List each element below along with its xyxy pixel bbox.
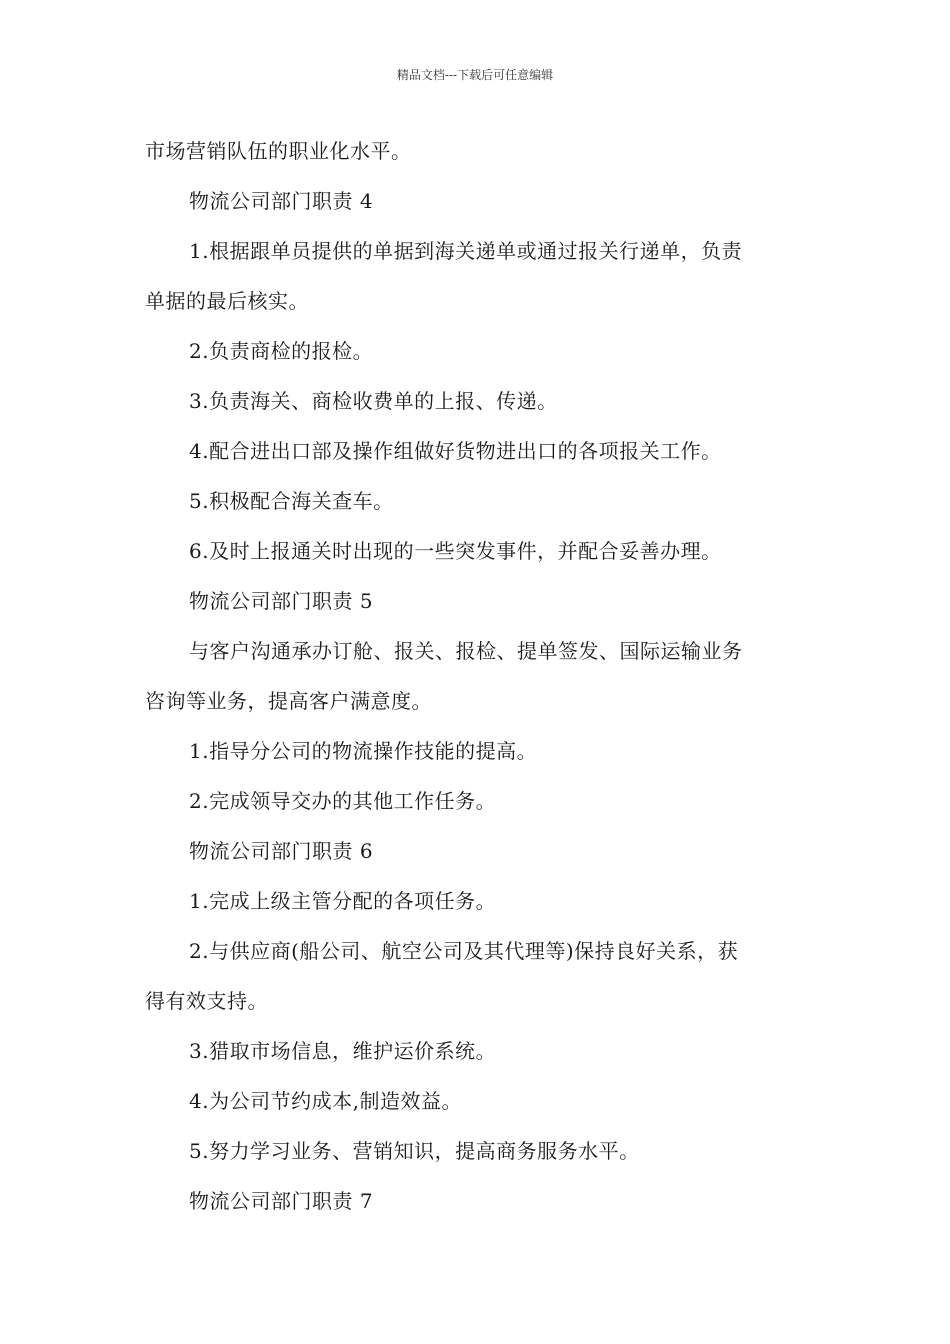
- paragraph-line: 与客户沟通承办订舱、报关、报检、提单签发、国际运输业务: [189, 639, 743, 663]
- paragraph-line: 3.负责海关、商检收费单的上报、传递。: [189, 389, 558, 413]
- section-heading: 物流公司部门职责 7: [189, 1189, 374, 1213]
- paragraph-line: 4.配合进出口部及操作组做好货物进出口的各项报关工作。: [189, 439, 722, 463]
- paragraph-line: 2.与供应商(船公司、航空公司及其代理等)保持良好关系，获: [189, 939, 739, 963]
- document-body: [145, 126, 810, 1226]
- paragraph-line: 1.完成上级主管分配的各项任务。: [189, 889, 497, 913]
- section-heading: 物流公司部门职责 4: [189, 189, 374, 213]
- paragraph-line: 4.为公司节约成本,制造效益。: [189, 1089, 462, 1113]
- paragraph-line: 2.完成领导交办的其他工作任务。: [189, 789, 497, 813]
- page-header: 精品文档---下载后可任意编辑: [396, 68, 554, 82]
- paragraph-line: 咨询等业务，提高客户满意度。: [145, 689, 432, 713]
- paragraph-line: 6.及时上报通关时出现的一些突发事件，并配合妥善办理。: [189, 539, 722, 563]
- paragraph-line: 1.根据跟单员提供的单据到海关递单或通过报关行递单，负责: [189, 239, 743, 263]
- section-heading: 物流公司部门职责 6: [189, 839, 374, 863]
- paragraph-line: 单据的最后核实。: [145, 289, 309, 313]
- paragraph-line: 1.指导分公司的物流操作技能的提高。: [189, 739, 538, 763]
- paragraph-line: 5.积极配合海关查车。: [189, 489, 394, 513]
- paragraph-line: 2.负责商检的报检。: [189, 339, 374, 363]
- paragraph-line: 得有效支持。: [145, 989, 268, 1013]
- paragraph-line: 5.努力学习业务、营销知识，提高商务服务水平。: [189, 1139, 640, 1163]
- paragraph-line: 市场营销队伍的职业化水平。: [145, 139, 412, 163]
- section-heading: 物流公司部门职责 5: [189, 589, 374, 613]
- paragraph-line: 3.猎取市场信息，维护运价系统。: [189, 1039, 497, 1063]
